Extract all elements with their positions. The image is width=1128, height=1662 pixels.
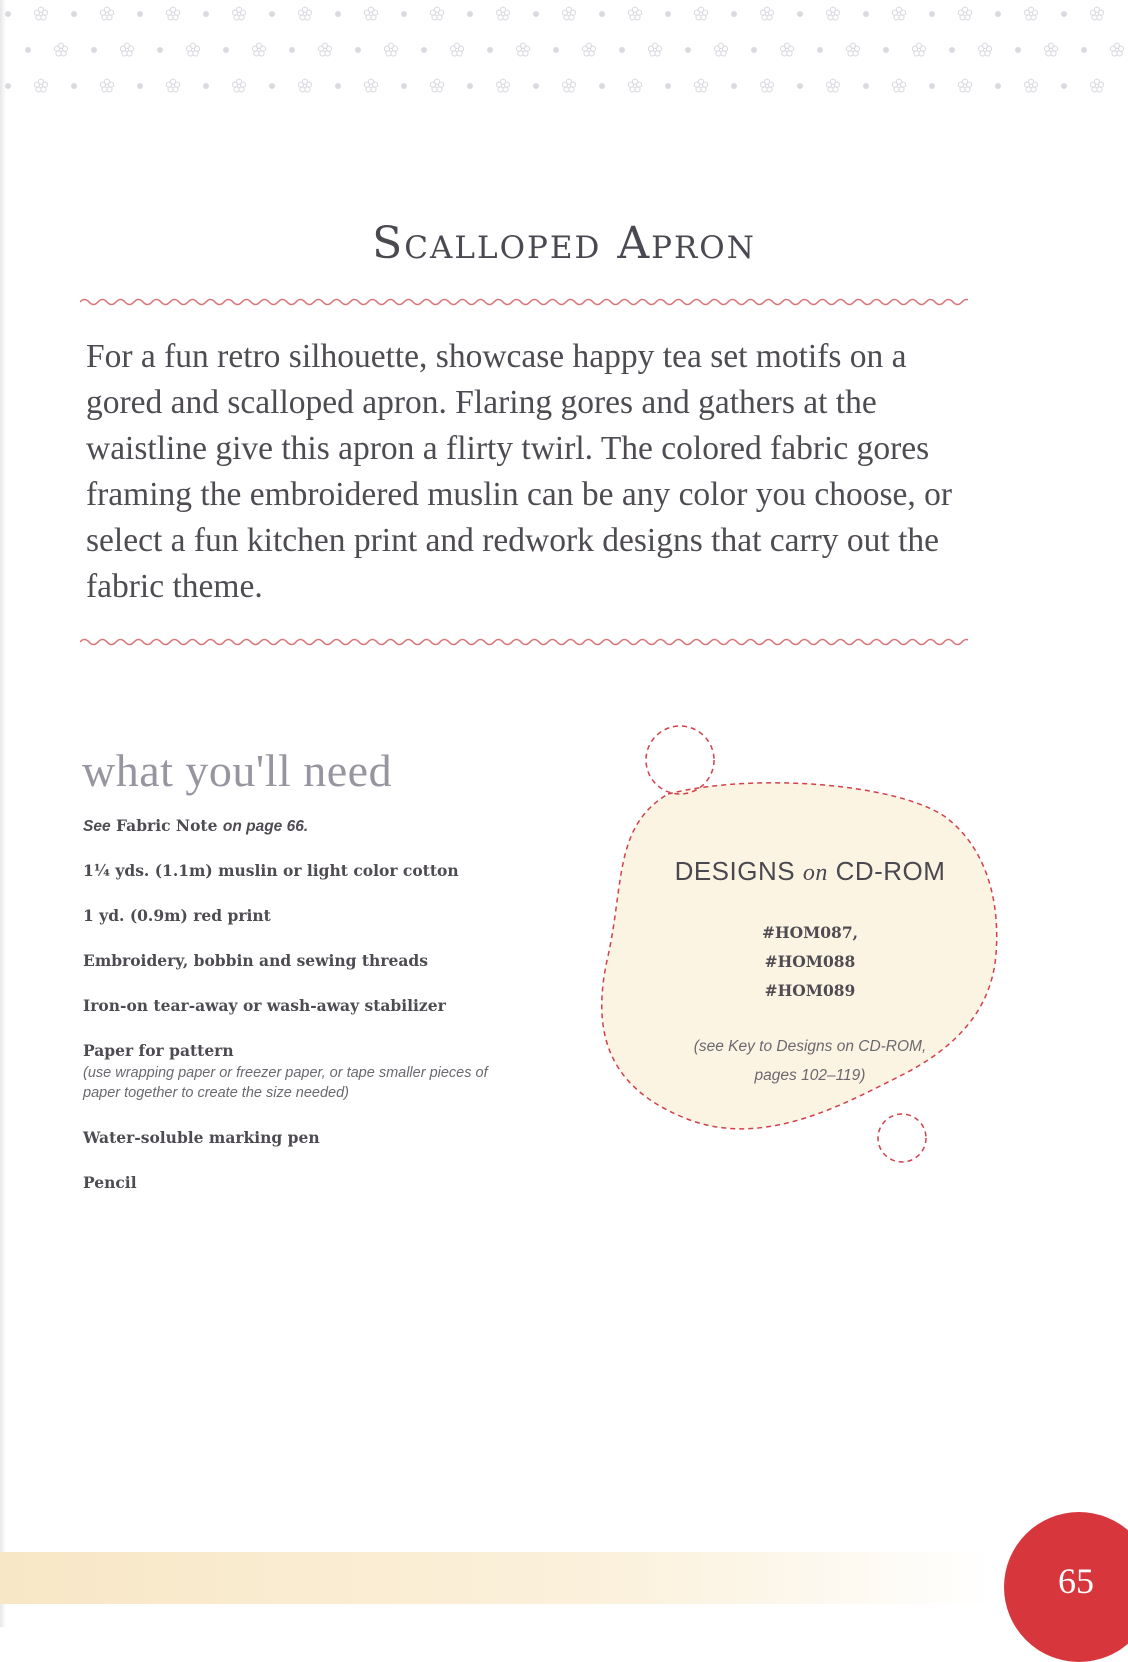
wavy-divider-top bbox=[80, 294, 968, 310]
pattern-flower bbox=[384, 43, 397, 56]
pattern-flower bbox=[694, 79, 707, 92]
pattern-flower bbox=[1024, 7, 1037, 20]
pattern-dot bbox=[25, 47, 31, 53]
list-item: 1¼ yds. (1.1m) muslin or light color cotton bbox=[83, 861, 459, 880]
pattern-flower bbox=[628, 7, 641, 20]
pattern-flower bbox=[760, 79, 773, 92]
pattern-dot bbox=[157, 47, 163, 53]
pattern-flower bbox=[978, 43, 991, 56]
pattern-flower bbox=[892, 7, 905, 20]
pattern-dot bbox=[421, 47, 427, 53]
pattern-flower bbox=[100, 7, 113, 20]
pattern-dot bbox=[995, 83, 1001, 89]
pattern-flower bbox=[186, 43, 199, 56]
pattern-dot bbox=[467, 11, 473, 17]
pattern-flower bbox=[912, 43, 925, 56]
pattern-dot bbox=[731, 11, 737, 17]
pattern-dot bbox=[203, 83, 209, 89]
pattern-flower bbox=[496, 7, 509, 20]
pattern-flower bbox=[100, 79, 113, 92]
pattern-dot bbox=[797, 11, 803, 17]
pattern-flower bbox=[1044, 43, 1057, 56]
pattern-flower bbox=[628, 79, 641, 92]
pattern-flower bbox=[562, 7, 575, 20]
pattern-dot bbox=[883, 47, 889, 53]
pattern-flower bbox=[582, 43, 595, 56]
pattern-flower bbox=[826, 7, 839, 20]
pattern-dot bbox=[401, 83, 407, 89]
pattern-flower bbox=[252, 43, 265, 56]
page-number: 65 bbox=[1058, 1561, 1094, 1601]
design-code: #HOM088 bbox=[764, 952, 856, 971]
pattern-dot bbox=[71, 11, 77, 17]
pattern-dot bbox=[223, 47, 229, 53]
pattern-flower bbox=[1090, 7, 1103, 20]
pattern-dot bbox=[335, 83, 341, 89]
pattern-flower bbox=[648, 43, 661, 56]
pattern-dot bbox=[731, 83, 737, 89]
bottom-color-band bbox=[0, 1552, 1128, 1604]
list-item: Water-soluble marking pen bbox=[83, 1128, 320, 1147]
materials-list bbox=[83, 816, 513, 1218]
pattern-flower bbox=[958, 7, 971, 20]
pattern-flower bbox=[496, 79, 509, 92]
pattern-dot bbox=[355, 47, 361, 53]
pattern-flower bbox=[562, 79, 575, 92]
pattern-dot bbox=[289, 47, 295, 53]
pattern-flower bbox=[1110, 43, 1123, 56]
cd-title-designs: DESIGNS bbox=[674, 856, 796, 886]
pattern-dot bbox=[467, 83, 473, 89]
pattern-flower bbox=[1090, 79, 1103, 92]
intro-paragraph: For a fun retro silhouette, showcase happy tea set motifs on a gored and scalloped apron. Flaring gores and gathers at the waistline give this apron a flirty twirl. The colored fabric gores framing the embroidered muslin can be any color you choose, or select a fun kitchen print and redwork designs that carry out the fabric theme. bbox=[86, 338, 953, 605]
pattern-flower bbox=[694, 7, 707, 20]
pattern-flower bbox=[120, 43, 133, 56]
pattern-dot bbox=[137, 11, 143, 17]
wavy-divider-bottom bbox=[80, 634, 968, 650]
pattern-flower bbox=[34, 79, 47, 92]
pattern-dot bbox=[995, 11, 1001, 17]
pattern-dot bbox=[5, 11, 11, 17]
cd-title-on: on bbox=[802, 860, 828, 886]
fabric-note-ref: on page 66. bbox=[222, 818, 309, 835]
pattern-dot bbox=[91, 47, 97, 53]
pattern-dot bbox=[1081, 47, 1087, 53]
design-code: #HOM087, bbox=[761, 923, 859, 942]
pattern-dot bbox=[1015, 47, 1021, 53]
pattern-dot bbox=[817, 47, 823, 53]
cd-ref-line: pages 102–119) bbox=[754, 1067, 866, 1084]
pattern-flower bbox=[232, 7, 245, 20]
pattern-dot bbox=[863, 83, 869, 89]
pattern-flower bbox=[318, 43, 331, 56]
pattern-dot bbox=[797, 83, 803, 89]
pattern-flower bbox=[166, 7, 179, 20]
pattern-dot bbox=[665, 11, 671, 17]
pattern-dot bbox=[863, 11, 869, 17]
pattern-dot bbox=[269, 83, 275, 89]
pattern-dot bbox=[335, 11, 341, 17]
list-item-fabric-note bbox=[83, 816, 513, 861]
pattern-flower bbox=[298, 79, 311, 92]
pattern-dot bbox=[599, 11, 605, 17]
pattern-flower bbox=[54, 43, 67, 56]
pattern-flower bbox=[430, 79, 443, 92]
pattern-dot bbox=[751, 47, 757, 53]
pattern-flower bbox=[846, 43, 859, 56]
pattern-dot bbox=[929, 83, 935, 89]
design-code: #HOM089 bbox=[764, 981, 856, 1000]
pattern-flower bbox=[232, 79, 245, 92]
pattern-flower bbox=[826, 79, 839, 92]
pattern-dot bbox=[685, 47, 691, 53]
fabric-note-label: Fabric Note bbox=[116, 816, 218, 835]
pattern-flower bbox=[364, 7, 377, 20]
pattern-flower bbox=[430, 7, 443, 20]
pattern-dot bbox=[533, 11, 539, 17]
dotted-flower-pattern bbox=[0, 0, 1128, 100]
pattern-flower bbox=[1024, 79, 1037, 92]
pattern-dot bbox=[533, 83, 539, 89]
pattern-dot bbox=[1061, 83, 1067, 89]
list-item: Embroidery, bobbin and sewing threads bbox=[83, 951, 428, 970]
page-title: Scalloped Apron bbox=[372, 218, 756, 269]
pattern-dot bbox=[599, 83, 605, 89]
pattern-flower bbox=[166, 79, 179, 92]
pattern-flower bbox=[364, 79, 377, 92]
list-item-paper bbox=[83, 1041, 513, 1128]
pattern-flower bbox=[298, 7, 311, 20]
pattern-flower bbox=[450, 43, 463, 56]
pattern-dot bbox=[71, 83, 77, 89]
cd-title-cdrom: CD-ROM bbox=[835, 856, 946, 886]
pattern-dot bbox=[487, 47, 493, 53]
pattern-flower bbox=[516, 43, 529, 56]
pattern-flower bbox=[892, 79, 905, 92]
pattern-flower bbox=[780, 43, 793, 56]
pattern-dot bbox=[1061, 11, 1067, 17]
pattern-flower bbox=[958, 79, 971, 92]
pattern-dot bbox=[203, 11, 209, 17]
pattern-flower bbox=[714, 43, 727, 56]
cd-ref-line: (see Key to Designs on CD-ROM, bbox=[693, 1038, 927, 1055]
pattern-dot bbox=[665, 83, 671, 89]
list-item: 1 yd. (0.9m) red print bbox=[83, 906, 271, 925]
pattern-dot bbox=[949, 47, 955, 53]
pattern-dot bbox=[401, 11, 407, 17]
pattern-dot bbox=[269, 11, 275, 17]
paper-note: (use wrapping paper or freezer paper, or tape smaller pieces of paper together to create the size needed) bbox=[83, 1065, 488, 1101]
list-item: Pencil bbox=[83, 1173, 137, 1192]
cd-rom-reference bbox=[640, 1032, 980, 1090]
design-code-list bbox=[640, 918, 980, 1005]
see-label: See bbox=[83, 818, 111, 835]
paper-label: Paper for pattern bbox=[83, 1041, 234, 1060]
pattern-dot bbox=[619, 47, 625, 53]
pattern-dot bbox=[137, 83, 143, 89]
pattern-flower bbox=[34, 7, 47, 20]
list-item: Iron-on tear-away or wash-away stabilizer bbox=[83, 996, 446, 1015]
what-youll-need-heading: what you'll need bbox=[82, 745, 393, 796]
cd-rom-title bbox=[640, 856, 980, 887]
pattern-dot bbox=[5, 83, 11, 89]
pattern-dot bbox=[929, 11, 935, 17]
pattern-dot bbox=[553, 47, 559, 53]
pattern-flower bbox=[760, 7, 773, 20]
